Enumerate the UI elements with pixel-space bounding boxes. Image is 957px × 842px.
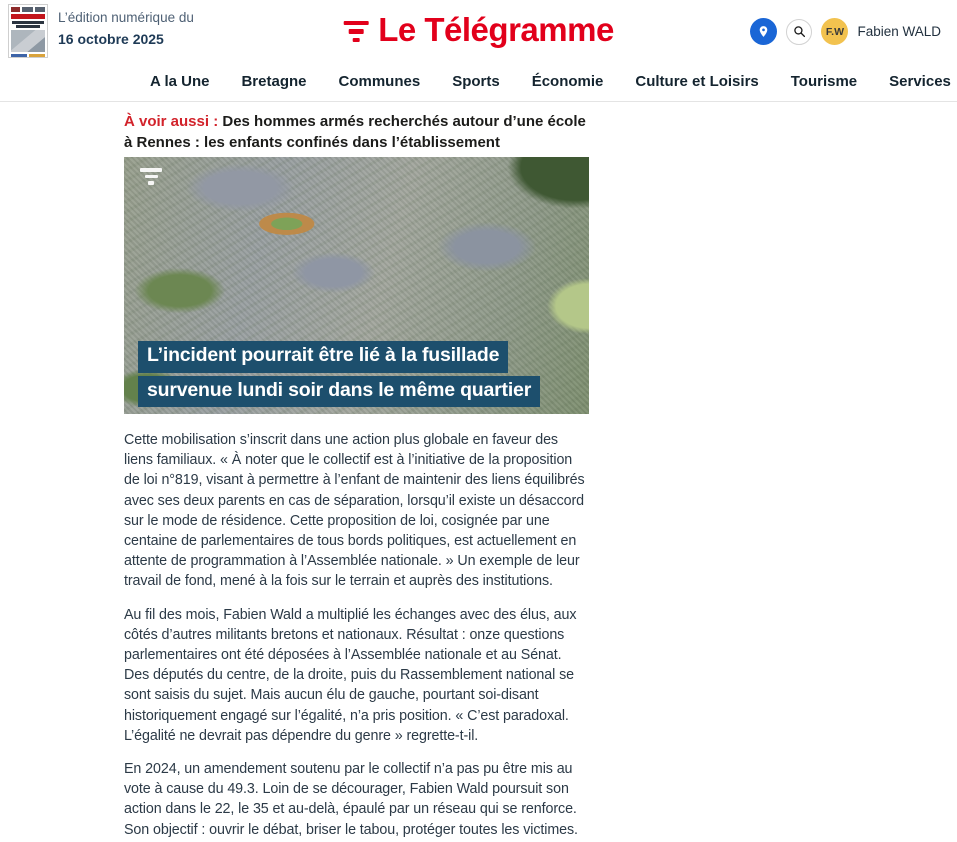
- related-article-teaser[interactable]: [124, 111, 589, 153]
- brand-name: Le Télégramme: [378, 11, 614, 48]
- nav-item-bretagne[interactable]: Bretagne: [241, 73, 307, 90]
- thumb-bottom-blocks: [11, 54, 45, 58]
- main-nav: [0, 62, 957, 102]
- paragraph-1: Cette mobilisation s’inscrit dans une action plus globale en faveur des liens familiaux. « À noter que le collectif est à l’initiative de la proposition de loi n°819, visant à permettre à l’enfant de maintenir des liens équilibrés avec ses deux parents en cas de séparation, lorsqu’il existe un désaccord sur le mode de résidence. Cette proposition de loi, cosignée par une centaine de parlementaires de tous bords politiques, est actuellement en attente de programmation à l’Assemblée nationale. » Un exemple de leur travail de fond, mené à la fois sur le terrain et auprès des institutions.: [124, 432, 585, 590]
- hero-caption: [138, 338, 540, 407]
- nav-item-tourisme[interactable]: Tourisme: [790, 73, 858, 90]
- thumb-headline-2: [16, 25, 40, 28]
- nav-item-sports[interactable]: Sports: [452, 73, 500, 90]
- hero-caption-line-2: survenue lundi soir dans le même quartier: [138, 376, 540, 408]
- thumb-masthead: [11, 14, 45, 19]
- header-actions: [750, 18, 941, 45]
- nav-item-culture-et-loisirs[interactable]: Culture et Loisirs: [635, 73, 759, 90]
- edition-label: L’édition numérique du: [58, 10, 194, 25]
- nav-item-a-la-une[interactable]: A la Une: [150, 73, 210, 90]
- paragraph-2: Au fil des mois, Fabien Wald a multiplié les échanges avec des élus, aux côtés d’autres militants bretons et nationaux. Résultat : onze questions parlementaires ont été déposées à l’Assemblée nationale et au Sénat. Des députés du centre, de la droite, puis du Rassemblement national se sont saisis du sujet. Mais aucun élu de gauche, pourtant soi-disant historiquement engagé sur l’égalité, n’a pris position. « C’est paradoxal. L’égalité ne devrait pas dépendre du genre » regrette-t-il.: [124, 606, 577, 744]
- user-name[interactable]: Fabien WALD: [857, 24, 941, 39]
- teaser-label: À voir aussi :: [124, 113, 219, 130]
- edition-info[interactable]: [58, 11, 194, 46]
- nav-item-services[interactable]: Services: [889, 73, 951, 90]
- site-header: [0, 0, 957, 62]
- telegramme-mark-icon: [343, 18, 368, 43]
- article-content: [124, 111, 589, 840]
- brand-logo[interactable]: [343, 11, 614, 49]
- hero-caption-line-1: L’incident pourrait être lié à la fusillade: [138, 341, 508, 373]
- user-avatar[interactable]: F.W: [821, 18, 848, 45]
- thumb-top-photos: [9, 5, 47, 13]
- article-body: [124, 430, 589, 840]
- search-button[interactable]: [786, 19, 812, 45]
- thumb-main-photo: [11, 30, 45, 52]
- location-button[interactable]: [750, 18, 777, 45]
- location-pin-icon: [757, 25, 770, 38]
- thumb-headline: [12, 21, 44, 24]
- paragraph-3: En 2024, un amendement soutenu par le collectif n’a pas pu être mis au vote à cause du 49.3. Loin de se décourager, Fabien Wald poursuit son action dans le 22, le 35 et au-delà, épaulé par un réseau qui se renforce. Son objectif : ouvrir le débat, briser le tabou, protéger toutes les victimes.: [124, 761, 578, 838]
- digital-edition-thumbnail[interactable]: [8, 4, 48, 58]
- teaser-headline: Des hommes armés recherchés autour d’une école à Rennes : les enfants confinés dans l’établissement: [124, 113, 586, 151]
- telegramme-watermark-icon: [140, 168, 162, 185]
- edition-date: 16 octobre 2025: [58, 30, 164, 47]
- search-icon: [793, 25, 806, 38]
- nav-item-communes[interactable]: Communes: [338, 73, 421, 90]
- article-hero-image[interactable]: [124, 157, 589, 414]
- nav-item-economie[interactable]: Économie: [531, 73, 604, 90]
